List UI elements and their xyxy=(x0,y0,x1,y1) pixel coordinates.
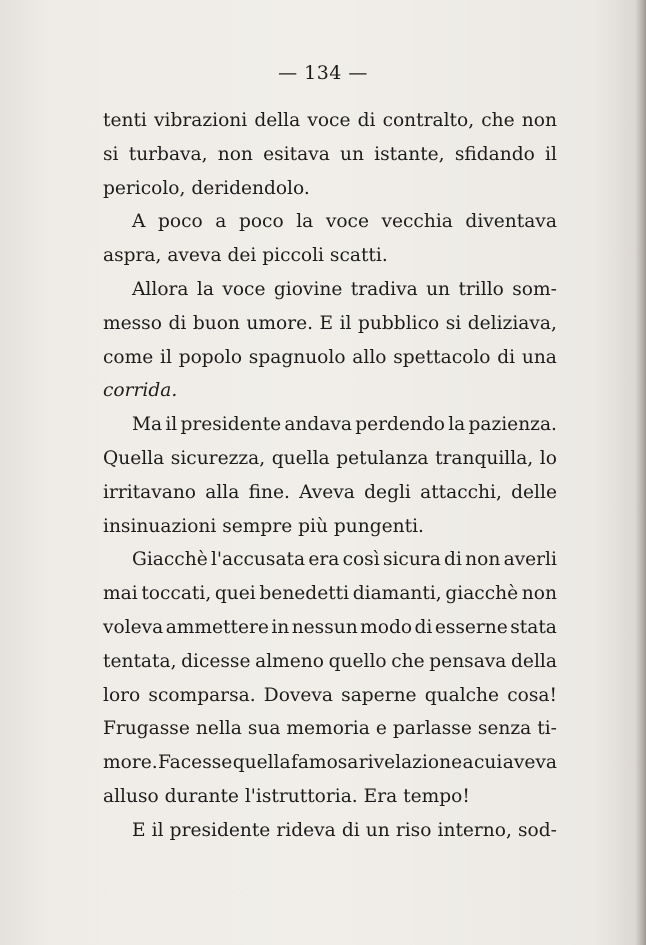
word: pubblico xyxy=(358,312,440,334)
word: sua xyxy=(247,718,281,740)
word: dei xyxy=(227,245,257,267)
word: senza xyxy=(477,718,532,740)
word: Allora xyxy=(132,278,189,300)
text-line xyxy=(103,780,557,814)
word: durante xyxy=(164,785,239,807)
word: pensava xyxy=(429,650,507,672)
word: voce xyxy=(222,278,266,300)
word: quella xyxy=(232,752,291,774)
word: poco xyxy=(158,211,203,233)
word: esitava xyxy=(263,143,330,165)
word: sicura xyxy=(382,549,441,571)
word: l'istruttoria. xyxy=(244,785,358,807)
word: E xyxy=(319,312,334,334)
word: di xyxy=(444,549,462,571)
word: sempre xyxy=(222,515,293,537)
word: lo xyxy=(539,447,557,469)
word: pazienza. xyxy=(468,414,557,436)
word: memoria xyxy=(286,718,370,740)
word: istante, xyxy=(374,143,445,165)
word: il xyxy=(151,819,164,841)
word: la xyxy=(196,278,214,300)
word: giovine xyxy=(273,278,343,300)
word: trillo xyxy=(458,278,504,300)
word: un xyxy=(365,819,390,841)
word: messo xyxy=(103,312,162,334)
word: vecchia xyxy=(381,211,453,233)
text-line xyxy=(103,307,557,341)
text-line xyxy=(103,104,557,138)
word: Giacchè xyxy=(132,549,208,571)
word: Era xyxy=(363,785,398,807)
word: toccati, xyxy=(141,583,212,605)
word: degli xyxy=(364,481,411,503)
word: contralto, xyxy=(382,110,475,131)
word: di xyxy=(357,110,376,131)
text-line xyxy=(103,138,557,172)
text-line xyxy=(103,746,557,780)
word: era xyxy=(308,549,340,571)
word: non xyxy=(465,549,501,571)
word: più xyxy=(298,515,328,537)
word: e xyxy=(375,718,387,740)
word: nella xyxy=(195,718,242,740)
word: una xyxy=(521,346,557,368)
word: un xyxy=(340,143,364,165)
word: diamanti, xyxy=(352,583,442,605)
word: aveva xyxy=(167,245,222,267)
word: di xyxy=(168,312,187,334)
text-line xyxy=(103,205,557,239)
word: almeno xyxy=(255,650,324,672)
word: more. xyxy=(103,752,158,774)
word: Ma xyxy=(132,414,163,436)
page-number: — 134 — xyxy=(278,62,368,84)
text-line xyxy=(103,374,557,408)
word: dicesse xyxy=(181,650,251,672)
word: spagnuolo xyxy=(248,346,346,368)
word: ti- xyxy=(537,718,557,740)
word: a xyxy=(215,211,227,233)
word: pungenti. xyxy=(333,515,424,537)
word: A xyxy=(132,211,146,233)
word: esserne xyxy=(434,616,508,638)
word: E xyxy=(132,819,146,841)
word: buon xyxy=(192,312,240,334)
word: presidente xyxy=(180,414,282,436)
word: Quella xyxy=(103,447,165,469)
word: rivelazione xyxy=(358,752,463,774)
word: giacchè xyxy=(445,583,519,605)
word: pericolo, xyxy=(103,177,186,199)
word: Facesse xyxy=(158,752,233,774)
word: della xyxy=(511,650,557,672)
word: delle xyxy=(511,481,557,503)
text-line xyxy=(103,273,557,307)
word: saperne xyxy=(341,684,417,706)
word: parlasse xyxy=(392,718,472,740)
word: tradiva xyxy=(350,278,418,300)
word: voce xyxy=(307,110,351,131)
word: voleva xyxy=(103,616,164,638)
page-edge xyxy=(636,0,646,945)
word: tempo! xyxy=(403,785,470,807)
word: fine. xyxy=(248,481,290,503)
word: di xyxy=(497,346,516,368)
word: ammettere xyxy=(165,616,269,638)
text-line xyxy=(103,679,557,713)
text-line xyxy=(103,476,557,510)
word: stata xyxy=(510,616,557,638)
word: interno, xyxy=(437,819,512,841)
word: corrida. xyxy=(103,380,178,402)
word: cosa! xyxy=(507,684,557,706)
word: insinuazioni xyxy=(103,515,217,537)
word: famosa xyxy=(290,752,359,774)
word: piccoli xyxy=(262,245,324,267)
text-line xyxy=(103,543,557,577)
word: allo xyxy=(352,346,387,368)
word: rideva xyxy=(276,819,336,841)
text-line xyxy=(103,341,557,375)
word: aveva xyxy=(502,752,557,774)
text-line xyxy=(103,611,557,645)
word: aspra, xyxy=(103,245,162,267)
text-line xyxy=(103,408,557,442)
word: mai xyxy=(103,583,138,605)
word: Aveva xyxy=(299,481,355,503)
word: qualche xyxy=(424,684,500,706)
word: riso xyxy=(395,819,432,841)
text-line xyxy=(103,442,557,476)
text-line xyxy=(103,577,557,611)
word: la xyxy=(448,414,466,436)
word: benedetti xyxy=(259,583,350,605)
word: sfidando xyxy=(454,143,535,165)
word: modo xyxy=(360,616,413,638)
word: Doveva xyxy=(263,684,333,706)
word: spettacolo xyxy=(393,346,491,368)
word: poco xyxy=(238,211,284,233)
word: il xyxy=(160,346,172,368)
word: petulanza xyxy=(336,447,429,469)
word: irritavano xyxy=(103,481,196,503)
word: della xyxy=(254,110,301,131)
word: quei xyxy=(214,583,256,605)
word: popolo xyxy=(178,346,243,368)
word: nessun xyxy=(291,616,358,638)
word: di xyxy=(414,616,433,638)
word: perdendo xyxy=(355,414,445,436)
word: così xyxy=(342,549,380,571)
word: scatti. xyxy=(329,245,388,267)
word: attacchi, xyxy=(420,481,502,503)
word: non xyxy=(521,110,557,131)
text-line xyxy=(103,814,557,848)
word: Frugasse xyxy=(103,718,190,740)
word: umore. xyxy=(246,312,313,334)
text-line xyxy=(103,645,557,679)
word: cui xyxy=(474,752,503,774)
word: la xyxy=(296,211,314,233)
word: che xyxy=(391,650,425,672)
word: di xyxy=(341,819,360,841)
word: il xyxy=(545,143,557,165)
word: in xyxy=(271,616,290,638)
word: voce xyxy=(325,211,369,233)
word: quello xyxy=(328,650,387,672)
word: tenti xyxy=(103,110,147,131)
word: andava xyxy=(284,414,352,436)
word: si xyxy=(445,312,462,334)
word: loro xyxy=(103,684,141,706)
word: tentata, xyxy=(103,650,177,672)
word: si xyxy=(103,143,119,165)
word: alluso xyxy=(103,785,159,807)
word: un xyxy=(426,278,451,300)
word: turbava, xyxy=(128,143,208,165)
word: presidente xyxy=(169,819,271,841)
body-text xyxy=(103,104,557,848)
text-line xyxy=(103,712,557,746)
word: non xyxy=(217,143,253,165)
word: deliziava, xyxy=(467,312,557,334)
word: il xyxy=(165,414,178,436)
word: sicurezza, xyxy=(170,447,266,469)
word: l'accusata xyxy=(210,549,306,571)
word: averli xyxy=(503,549,557,571)
word: som- xyxy=(512,278,557,300)
word: diventava xyxy=(465,211,557,233)
text-line xyxy=(103,510,557,544)
word: quella xyxy=(271,447,330,469)
word: non xyxy=(521,583,557,605)
text-line xyxy=(103,239,557,273)
word: vibrazioni xyxy=(154,110,248,131)
text-line xyxy=(103,172,557,206)
word: deridendolo. xyxy=(191,177,310,199)
word: come xyxy=(103,346,154,368)
word: tranquilla, xyxy=(435,447,534,469)
word: alla xyxy=(205,481,240,503)
word: scomparsa. xyxy=(148,684,256,706)
word: sod- xyxy=(517,819,557,841)
word: a xyxy=(462,752,474,774)
word: che xyxy=(481,110,515,131)
word: il xyxy=(339,312,352,334)
